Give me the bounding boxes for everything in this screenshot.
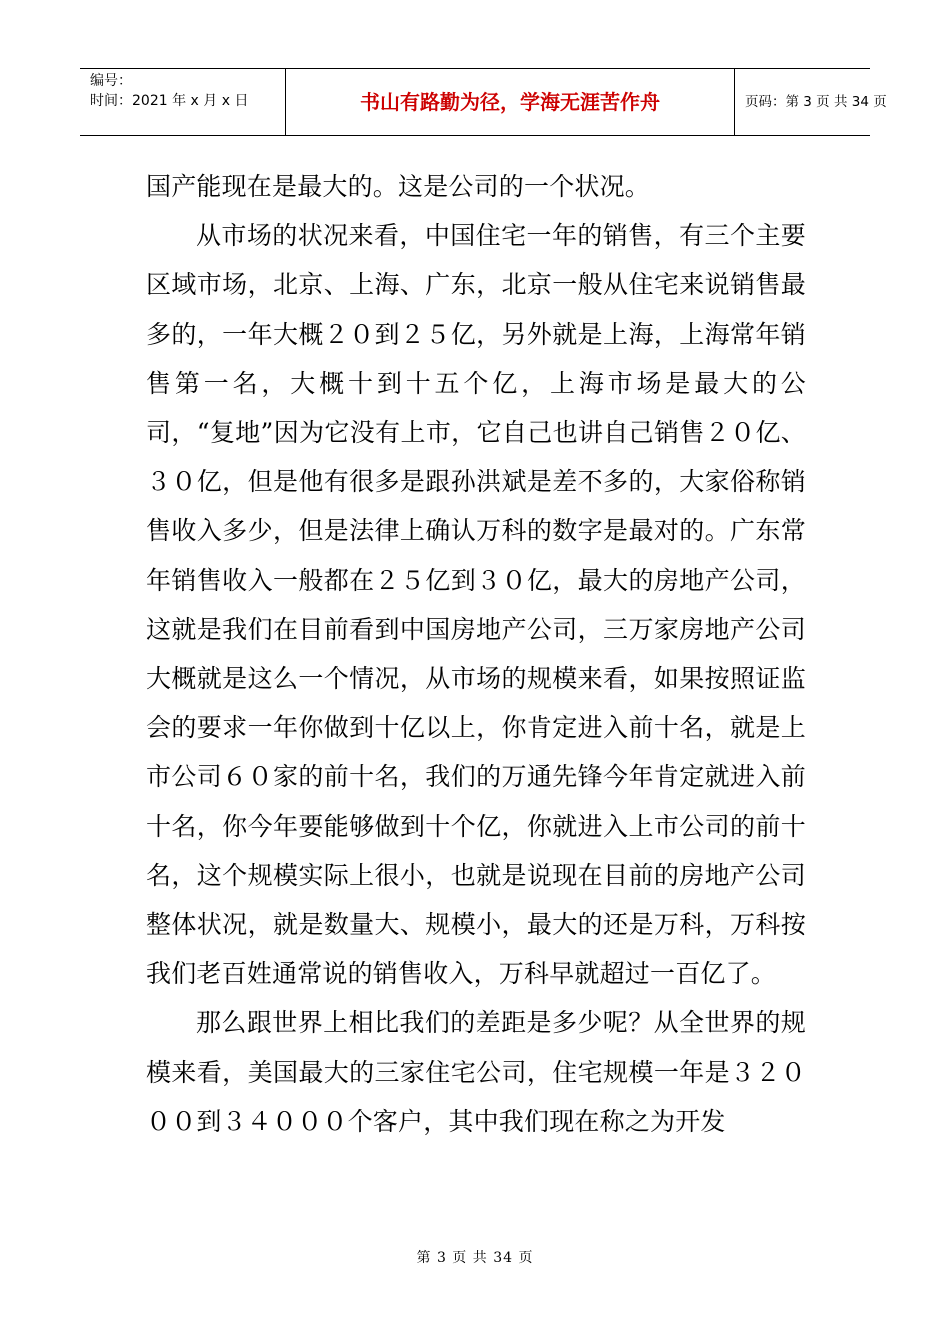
page-header — [80, 68, 887, 136]
page-footer: 第 3 页 共 34 页 — [416, 1250, 534, 1266]
document-body — [146, 162, 806, 1146]
paragraph-market-status: 从市场的状况来看，中国住宅一年的销售，有三个主要区域市场，北京、上海、广东，北京一般从住宅来说销售最多的，一年大概２０到２５亿，另外就是上海，上海常年销售第一名，大概十到十五个亿，上海市场是最大的公司，“复地”因为它没有上市，它自己也讲自己销售２０亿、３０亿，但是他有很多是跟孙洪斌是差不多的，大家俗称销售收入多少，但是法律上确认万科的数字是最对的。广东常年销售收入一般都在２５亿到３０亿，最大的房地产公司，这就是我们在目前看到中国房地产公司，三万家房地产公司大概就是这么一个情况，从市场的规模来看，如果按照证监会的要求一年你做到十亿以上，你肯定进入前十名，就是上市公司６０家的前十名，我们的万通先锋今年肯定就进入前十名，你今年要能够做到十个亿，你就进入上市公司的前十名，这个规模实际上很小，也就是说现在目前的房地产公司整体状况，就是数量大、规模小，最大的还是万科，万科按我们老百姓通常说的销售收入，万科早就超过一百亿了。 — [146, 221, 806, 989]
document-number-label: 编号： — [90, 73, 132, 89]
document-date: 时间：2021 年 x 月 x 日 — [90, 93, 249, 109]
paragraph-global-comparison: 那么跟世界上相比我们的差距是多少呢？从全世界的规模来看，美国最大的三家住宅公司，住宅规模一年是３２０００到３４０００个客户，其中我们现在称之为开发 — [146, 1008, 806, 1136]
header-motto: 书山有路勤为径，学海无涯苦作舟 — [285, 69, 735, 135]
header-meta — [80, 69, 285, 135]
header-page-info: 页码：第 3 页 共 34 页 — [745, 94, 887, 110]
paragraph-continuation: 国产能现在是最大的。这是公司的一个状况。 — [146, 172, 651, 201]
